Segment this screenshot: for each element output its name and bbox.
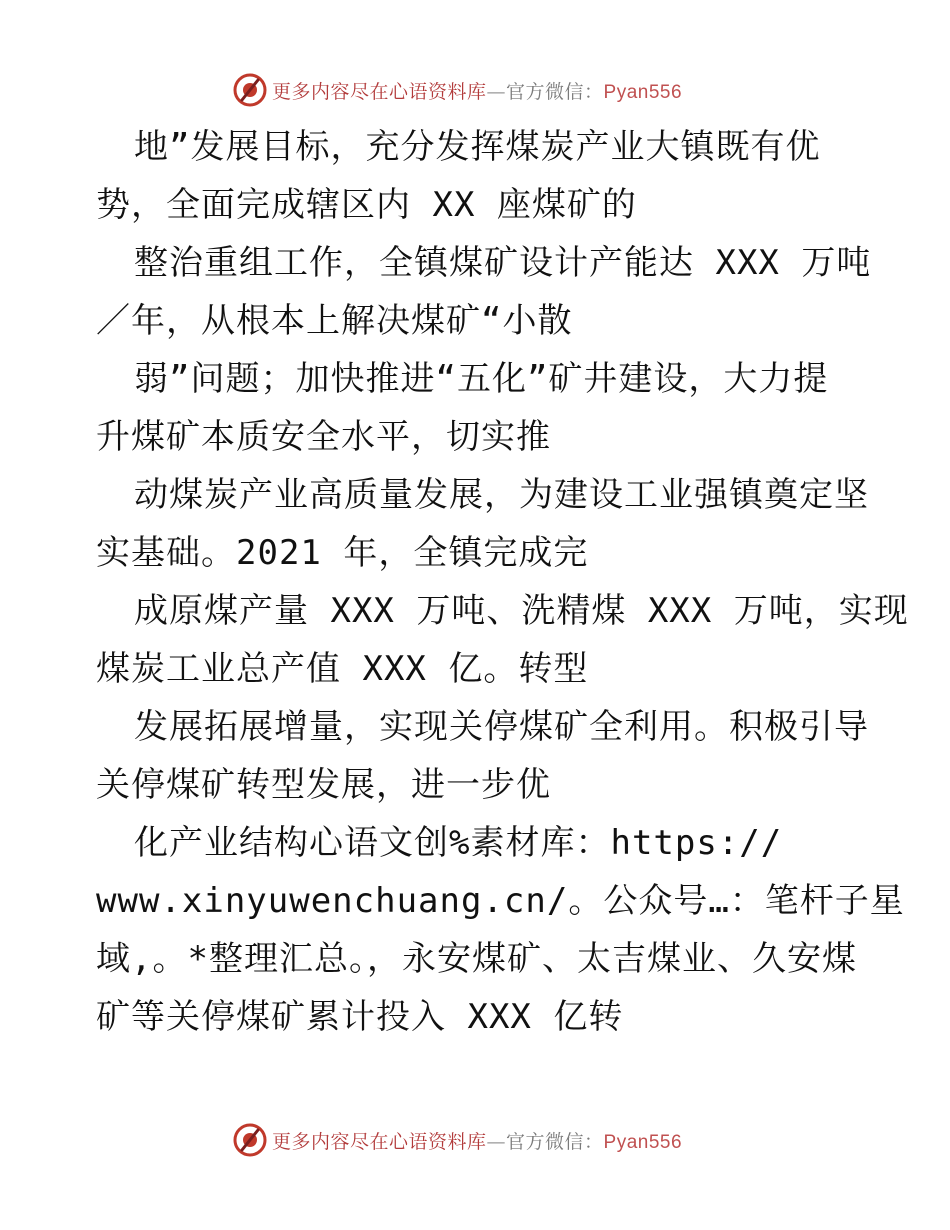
footer-banner — [232, 1120, 712, 1160]
brand-logo-icon — [232, 72, 268, 108]
body-line: 矿等关停煤矿累计投入 XXX 亿转 — [96, 997, 624, 1037]
body-line: 实基础。2021 年，全镇完成完 — [96, 533, 589, 573]
header-banner-dash: — — [486, 80, 507, 103]
body-line: www.xinyuwenchuang.cn/。公众号…：笔杆子星 — [96, 881, 905, 921]
footer-banner-label: 官方微信： — [506, 1130, 604, 1153]
body-line: 关停煤矿转型发展，进一步优 — [96, 765, 551, 805]
body-line: 地”发展目标，充分发挥煤炭产业大镇既有优 — [134, 127, 821, 167]
body-line: 化产业结构心语文创%素材库：https:// — [134, 823, 783, 863]
body-line: 成原煤产量 XXX 万吨、洗精煤 XXX 万吨，实现 — [134, 591, 909, 631]
body-line: 煤炭工业总产值 XXX 亿。转型 — [96, 649, 589, 689]
body-line: 升煤矿本质安全水平，切实推 — [96, 417, 551, 457]
header-banner-label: 官方微信： — [506, 80, 604, 103]
body-line: ／年，从根本上解决煤矿“小散 — [96, 301, 573, 341]
body-line: 整治重组工作，全镇煤矿设计产能达 XXX 万吨 — [134, 243, 872, 283]
footer-banner-text — [272, 1127, 682, 1154]
header-banner-text — [272, 77, 682, 104]
header-banner-id: Pyan556 — [603, 81, 683, 103]
body-line: 势，全面完成辖区内 XX 座煤矿的 — [96, 185, 637, 225]
footer-banner-id: Pyan556 — [603, 1131, 683, 1153]
body-line: 动煤炭产业高质量发展，为建设工业强镇奠定坚 — [134, 475, 869, 515]
header-banner — [232, 70, 712, 110]
body-line: 域,。*整理汇总。，永安煤矿、太吉煤业、久安煤 — [96, 939, 857, 979]
header-banner-brand: 更多内容尽在心语资料库 — [272, 80, 487, 103]
brand-logo-icon — [232, 1122, 268, 1158]
footer-banner-brand: 更多内容尽在心语资料库 — [272, 1130, 487, 1153]
footer-banner-dash: — — [486, 1130, 507, 1153]
body-line: 弱”问题；加快推进“五化”矿井建设，大力提 — [134, 359, 829, 399]
body-line: 发展拓展增量，实现关停煤矿全利用。积极引导 — [134, 707, 869, 747]
